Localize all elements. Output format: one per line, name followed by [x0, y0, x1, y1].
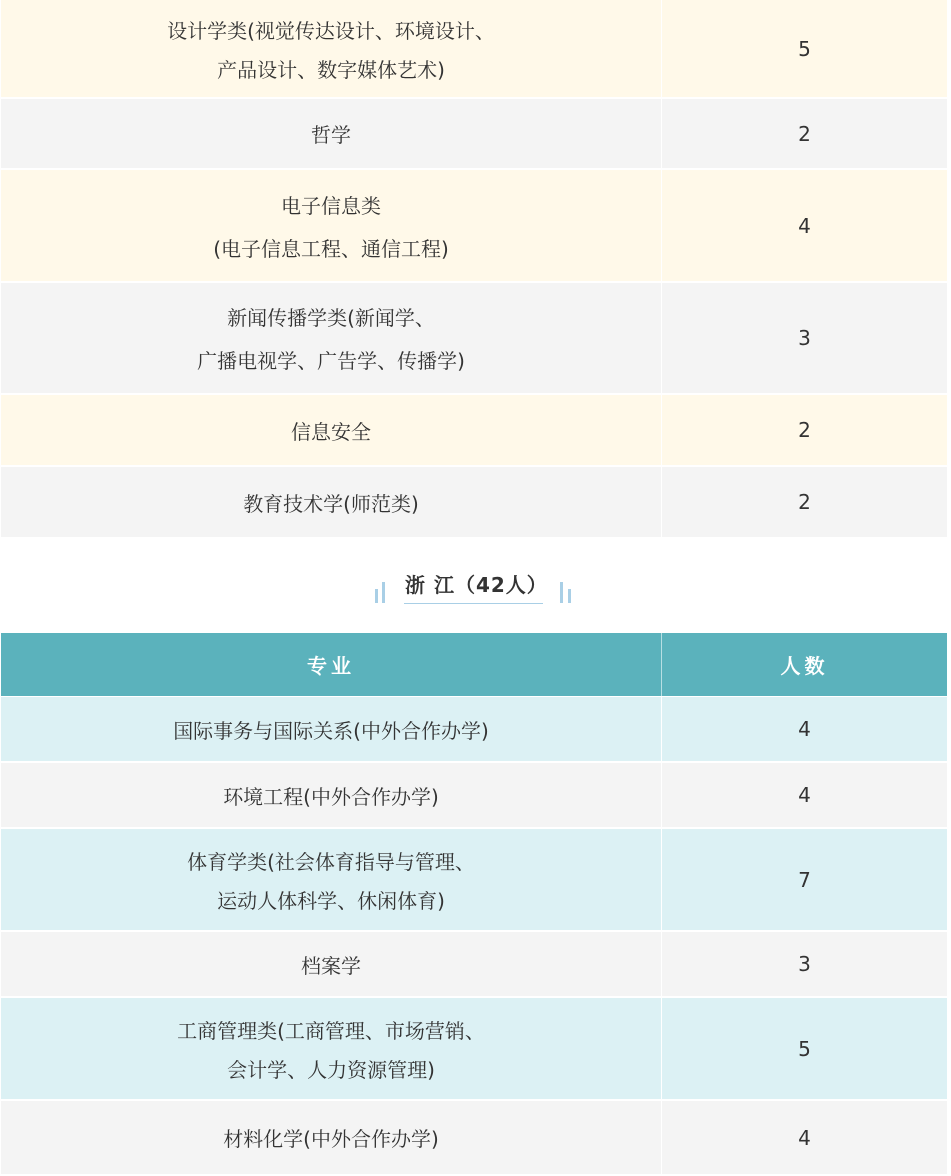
decor-bar-icon [560, 582, 563, 603]
count-cell: 2 [798, 490, 811, 514]
major-line: (电子信息工程、通信工程) [213, 236, 449, 261]
major-cell [1, 998, 662, 1099]
major-line: 教育技术学(师范类) [243, 491, 419, 516]
major-cell [1, 170, 662, 281]
major-cell [1, 0, 662, 97]
count-cell: 4 [798, 213, 811, 238]
major-cell [1, 763, 662, 827]
header-count: 人数 [780, 654, 829, 678]
major-cell [1, 467, 662, 537]
count-cell: 4 [798, 1125, 811, 1150]
table-row [1, 0, 947, 99]
table-row [1, 395, 947, 467]
decor-bar-icon [382, 582, 385, 603]
major-line: 广播电视学、广告学、传播学) [197, 349, 465, 373]
section-title: 浙 江（42人） [405, 573, 548, 597]
major-line: 设计学类(视觉传达设计、环境设计、 [167, 18, 495, 43]
count-cell: 7 [798, 867, 811, 892]
major-cell [1, 395, 662, 465]
header-major: 专业 [1, 633, 662, 696]
table-row [1, 932, 947, 998]
major-line: 体育学类(社会体育指导与管理、 [187, 849, 475, 874]
count-cell: 5 [798, 36, 811, 61]
table-header [1, 633, 947, 697]
major-line: 电子信息类 [281, 193, 381, 218]
major-line: 新闻传播学类(新闻学、 [227, 306, 435, 330]
count-cell: 5 [798, 1036, 811, 1061]
major-cell [1, 1101, 662, 1174]
table-row [1, 763, 947, 829]
table-row [1, 170, 947, 283]
table-row [1, 283, 947, 395]
decor-bar-icon [568, 589, 571, 603]
major-line: 工商管理类(工商管理、市场营销、 [177, 1018, 485, 1043]
major-cell [1, 932, 662, 996]
major-line: 环境工程(中外合作办学) [223, 784, 439, 809]
major-line: 运动人体科学、休闲体育) [217, 888, 445, 913]
major-line: 档案学 [301, 953, 361, 978]
table-row [1, 99, 947, 170]
major-cell [1, 829, 662, 930]
major-line: 产品设计、数字媒体艺术) [217, 57, 445, 82]
major-cell [1, 697, 662, 761]
count-cell: 2 [798, 418, 811, 442]
zhejiang-table [1, 633, 947, 1176]
table-row [1, 697, 947, 763]
table-row [1, 829, 947, 932]
major-cell [1, 283, 662, 393]
top-table [1, 0, 947, 537]
table-row [1, 467, 947, 537]
section-heading [0, 562, 951, 612]
major-line: 信息安全 [291, 419, 371, 444]
count-cell: 3 [798, 326, 811, 350]
count-cell: 4 [798, 783, 811, 807]
count-cell: 3 [798, 952, 811, 976]
major-cell [1, 99, 662, 168]
major-line: 材料化学(中外合作办学) [223, 1127, 439, 1151]
table-row [1, 1101, 947, 1176]
major-line: 国际事务与国际关系(中外合作办学) [173, 718, 489, 743]
major-line: 会计学、人力资源管理) [227, 1057, 435, 1082]
title-underline [404, 603, 543, 604]
count-cell: 4 [798, 717, 811, 741]
table-row [1, 998, 947, 1101]
major-line: 哲学 [311, 123, 351, 147]
count-cell: 2 [798, 121, 811, 146]
decor-bar-icon [375, 589, 378, 603]
